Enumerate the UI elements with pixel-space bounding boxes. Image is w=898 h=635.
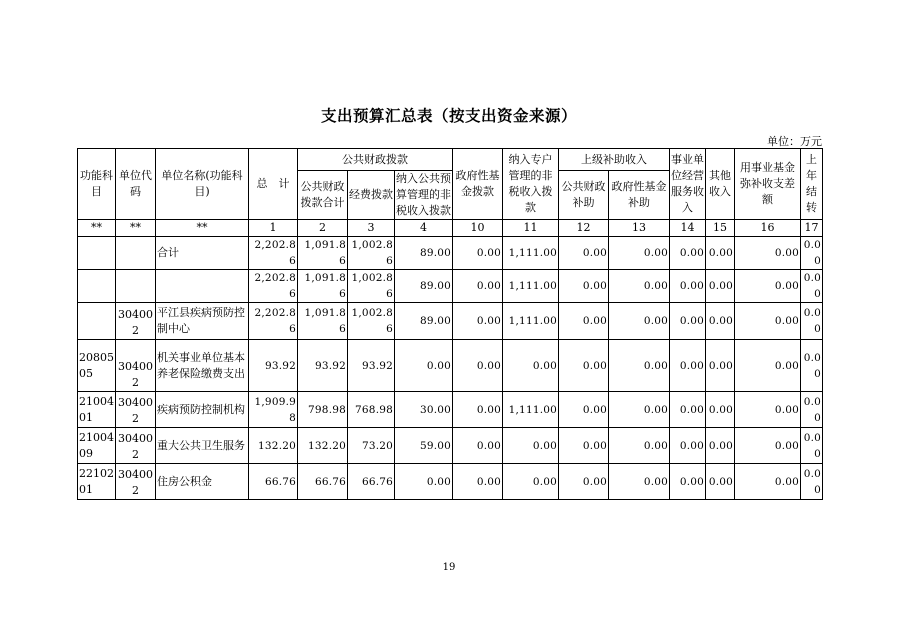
header-sup-gov-fund: 政府性基金补助 [609,171,670,220]
index-cell: ** [116,220,156,237]
value-cell: 0.00 [706,428,735,464]
table-row [78,392,823,428]
value-cell: 0.00 [706,270,735,303]
index-cell: 13 [609,220,670,237]
value-cell: 89.00 [395,303,453,340]
value-cell: 0.00 [801,270,823,303]
func-code-cell: 2100401 [78,392,116,428]
header-sup-public: 公共财政补助 [559,171,609,220]
value-cell: 66.76 [348,464,395,500]
value-cell: 768.98 [348,392,395,428]
table-row [78,464,823,500]
unit-name-cell [156,270,249,303]
value-cell: 0.00 [670,464,706,500]
page-title: 支出预算汇总表（按支出资金来源） [320,107,577,125]
unit-name-cell: 疾病预防控制机构 [156,392,249,428]
budget-table [77,148,823,500]
table-row [78,237,823,270]
value-cell: 66.76 [298,464,348,500]
value-cell: 0.00 [801,237,823,270]
header-superior-subsidy: 上级补助收入 [559,149,670,171]
value-cell: 1,091.86 [298,303,348,340]
value-cell: 93.92 [348,340,395,392]
value-cell: 89.00 [395,270,453,303]
value-cell: 0.00 [670,237,706,270]
value-cell: 0.00 [706,237,735,270]
value-cell: 0.00 [453,237,503,270]
index-cell: 12 [559,220,609,237]
value-cell: 0.00 [735,340,801,392]
value-cell: 0.00 [801,428,823,464]
index-cell: ** [78,220,116,237]
header-public-finance: 公共财政拨款 [298,149,453,171]
table-row [78,270,823,303]
value-cell: 1,002.86 [348,270,395,303]
value-cell: 0.00 [609,340,670,392]
index-cell: 4 [395,220,453,237]
page-number: 19 [442,562,456,573]
func-code-cell: 2210201 [78,464,116,500]
index-cell: 3 [348,220,395,237]
value-cell: 0.00 [670,303,706,340]
value-cell: 0.00 [735,270,801,303]
value-cell: 1,111.00 [503,237,559,270]
value-cell: 0.00 [559,270,609,303]
value-cell: 0.00 [801,303,823,340]
value-cell: 0.00 [706,464,735,500]
value-cell: 0.00 [559,303,609,340]
value-cell: 0.00 [735,303,801,340]
header-total: 总 计 [249,149,298,220]
header-special-nontax: 纳入专户管理的非税收入拨款 [503,149,559,220]
value-cell: 0.00 [453,340,503,392]
header-gov-fund: 政府性基金拨款 [453,149,503,220]
value-cell: 1,091.86 [298,270,348,303]
value-cell: 1,111.00 [503,392,559,428]
value-cell: 0.00 [735,464,801,500]
value-cell: 1,002.86 [348,303,395,340]
header-unit-name: 单位名称(功能科目) [156,149,249,220]
value-cell: 0.00 [801,392,823,428]
value-cell: 798.98 [298,392,348,428]
value-cell: 0.00 [801,464,823,500]
value-cell: 0.00 [609,270,670,303]
table-row [78,340,823,392]
unit-code-cell: 304002 [116,303,156,340]
index-cell: 2 [298,220,348,237]
value-cell: 0.00 [453,270,503,303]
index-cell: ** [156,220,249,237]
value-cell: 1,002.86 [348,237,395,270]
func-code-cell: 2080505 [78,340,116,392]
value-cell: 0.00 [453,464,503,500]
value-cell: 0.00 [453,303,503,340]
value-cell: 0.00 [735,237,801,270]
value-cell: 2,202.86 [249,237,298,270]
value-cell: 59.00 [395,428,453,464]
value-cell: 1,111.00 [503,270,559,303]
value-cell: 0.00 [735,428,801,464]
value-cell: 0.00 [609,464,670,500]
header-pf-nontax: 纳入公共预算管理的非税收入拨款 [395,171,453,220]
value-cell: 0.00 [503,340,559,392]
value-cell: 0.00 [706,303,735,340]
func-code-cell [78,237,116,270]
value-cell: 93.92 [298,340,348,392]
value-cell: 73.20 [348,428,395,464]
index-cell: 10 [453,220,503,237]
value-cell: 0.00 [801,340,823,392]
value-cell: 0.00 [670,428,706,464]
value-cell: 132.20 [249,428,298,464]
value-cell: 0.00 [609,303,670,340]
header-business-income: 事业单位经营服务收入 [670,149,706,220]
value-cell: 0.00 [503,464,559,500]
unit-name-cell: 平江县疾病预防控制中心 [156,303,249,340]
header-fund-balance: 用事业基金弥补收支差额 [735,149,801,220]
header-carryover: 上年结转 [801,149,823,220]
header-pf-operating: 经费拨款 [348,171,395,220]
value-cell: 0.00 [453,428,503,464]
value-cell: 0.00 [395,464,453,500]
table-row [78,303,823,340]
unit-name-cell: 合计 [156,237,249,270]
index-cell: 14 [670,220,706,237]
value-cell: 0.00 [735,392,801,428]
index-cell: 16 [735,220,801,237]
value-cell: 2,202.86 [249,270,298,303]
unit-name-cell: 住房公积金 [156,464,249,500]
value-cell: 89.00 [395,237,453,270]
value-cell: 0.00 [559,340,609,392]
value-cell: 1,091.86 [298,237,348,270]
header-pf-total: 公共财政拨款合计 [298,171,348,220]
unit-code-cell [116,270,156,303]
value-cell: 0.00 [609,392,670,428]
func-code-cell: 2100409 [78,428,116,464]
value-cell: 132.20 [298,428,348,464]
value-cell: 0.00 [609,237,670,270]
value-cell: 66.76 [249,464,298,500]
value-cell: 0.00 [559,392,609,428]
value-cell: 1,909.98 [249,392,298,428]
index-cell: 15 [706,220,735,237]
value-cell: 0.00 [395,340,453,392]
unit-code-cell: 304002 [116,428,156,464]
unit-code-cell: 304002 [116,392,156,428]
value-cell: 0.00 [609,428,670,464]
table-row [78,428,823,464]
index-cell: 1 [249,220,298,237]
value-cell: 0.00 [559,428,609,464]
value-cell: 0.00 [670,270,706,303]
value-cell: 0.00 [559,237,609,270]
func-code-cell [78,270,116,303]
unit-name-cell: 重大公共卫生服务 [156,428,249,464]
value-cell: 2,202.86 [249,303,298,340]
value-cell: 0.00 [453,392,503,428]
header-other-income: 其他收入 [706,149,735,220]
index-row [78,220,823,237]
value-cell: 30.00 [395,392,453,428]
value-cell: 1,111.00 [503,303,559,340]
value-cell: 0.00 [670,392,706,428]
value-cell: 0.00 [670,340,706,392]
value-cell: 93.92 [249,340,298,392]
header-unit-code: 单位代码 [116,149,156,220]
unit-code-cell [116,237,156,270]
value-cell: 0.00 [559,464,609,500]
unit-label: 单位：万元 [767,135,822,148]
value-cell: 0.00 [706,340,735,392]
unit-code-cell: 304002 [116,340,156,392]
unit-name-cell: 机关事业单位基本养老保险缴费支出 [156,340,249,392]
index-cell: 11 [503,220,559,237]
index-cell: 17 [801,220,823,237]
func-code-cell [78,303,116,340]
unit-code-cell: 304002 [116,464,156,500]
value-cell: 0.00 [706,392,735,428]
header-func-code: 功能科目 [78,149,116,220]
value-cell: 0.00 [503,428,559,464]
